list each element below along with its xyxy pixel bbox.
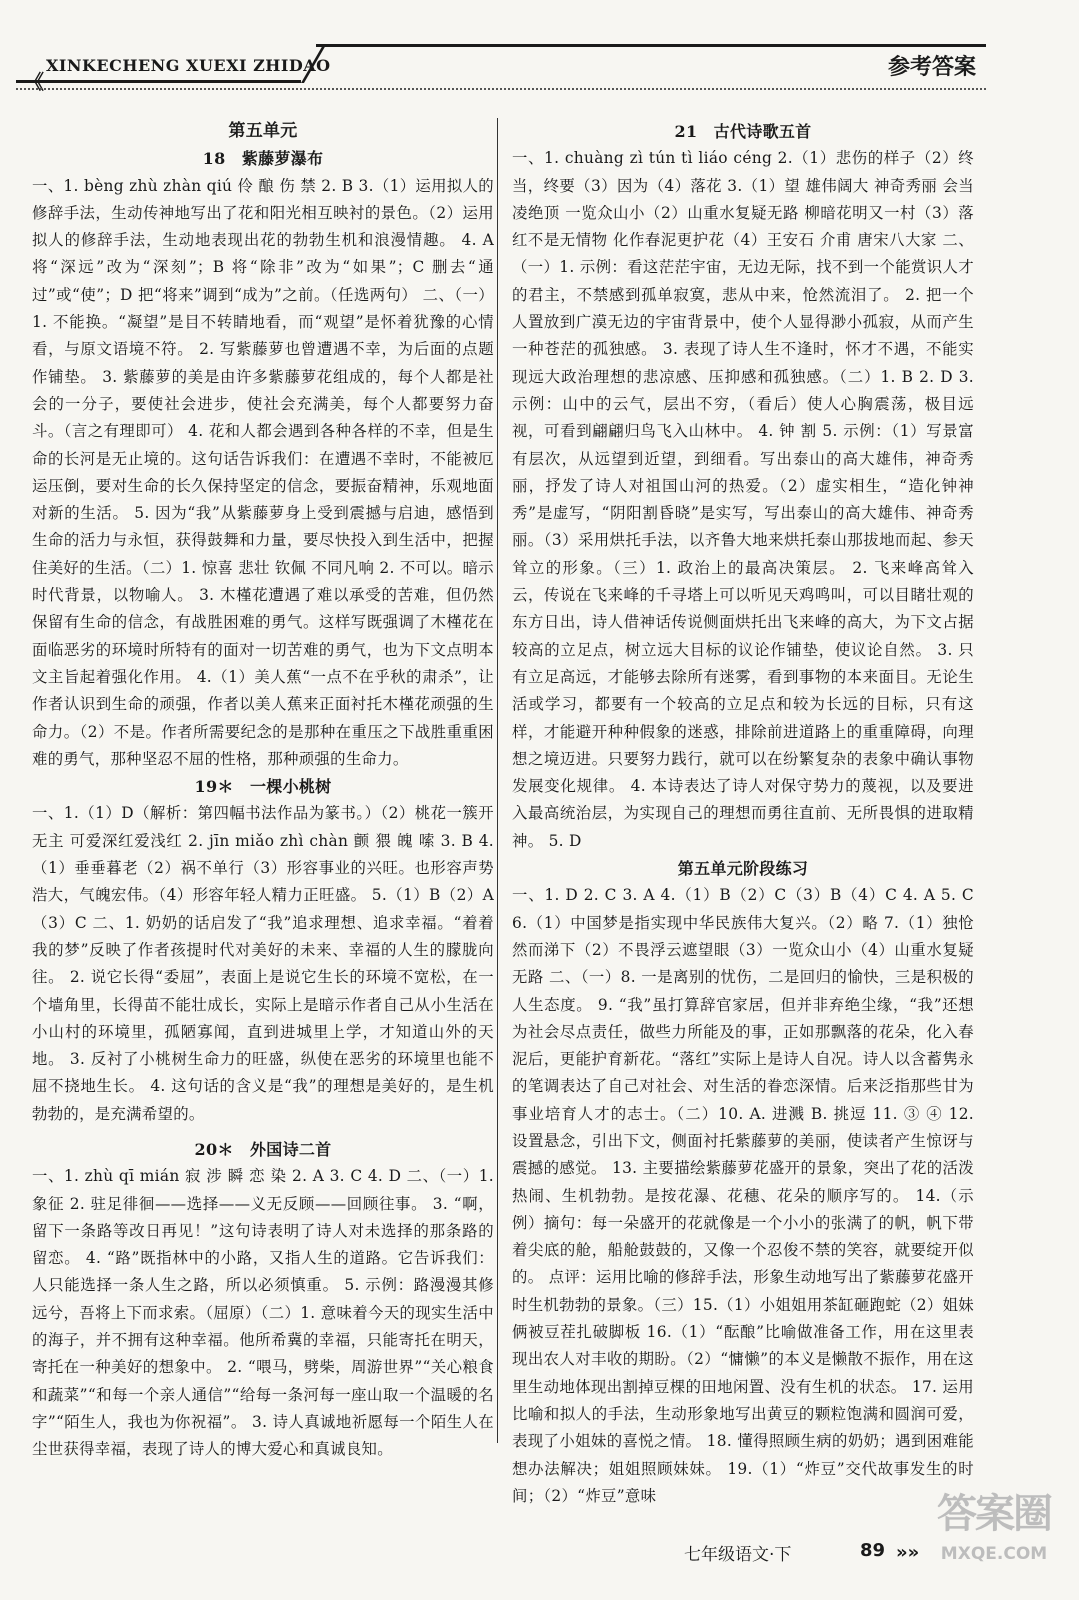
lesson-heading: 19＊ 一棵小桃树 xyxy=(194,777,332,797)
brand-underline xyxy=(16,80,301,83)
watermark-url: MXQE.COM xyxy=(940,1544,1048,1564)
left-column xyxy=(32,118,494,1464)
series-brand xyxy=(24,56,331,94)
column-divider xyxy=(497,118,498,1443)
watermark-logo xyxy=(930,1486,1058,1590)
lesson-heading: 21 古代诗歌五首 xyxy=(674,122,812,141)
answer-paragraph: 一、1. D 2. C 3. A 4.（1）B（2）C（3）B（4）C 4. A 5. C 6.（1）中国梦是指实现中华民族伟大复兴。（2）略 7.（1）独怆然而涕下（2）不畏浮云遮望眼（3）一览众山小（4）山重水复疑无路 二、（一）8. 一是离别的忧伤，二是回归的愉快，三是积极的人生态度。 9. “我”虽打算辞官家居，但并非弃绝尘缘，“我”还想为社会尽点责任，做些力所能及的事，正如那飘落的花朵，化入春泥后，更能护育新花。“落红”实际上是诗人自况。诗人以含蓄隽永的笔调表达了自己对社会、对生活的眷恋深情。后来泛指那些甘为事业培育人才的志士。（二）10. A. 进溅 B. 挑逗 11. ③ ④ 12. 设置悬念，引出下文，侧面衬托紫藤萝的美丽，使读者产生惊讶与震撼的感觉。 13. 主要描绘紫藤萝花盛开的景象，突出了花的活泼热闹、生机勃勃。是按花瀑、花穗、花朵的顺序写的。 14.（示例）摘句：每一朵盛开的花就像是一个小小的张满了的帆，帆下带着尖底的舱，船舱鼓鼓的，又像一个忍俊不禁的笑容，就要绽开似的。 点评：运用比喻的修辞手法，形象生动地写出了紫藤萝花盛开时生机勃勃的景象。（三）15.（1）小姐姐用茶缸砸跑蛇（2）姐妹俩被豆茬扎破脚板 16.（1）“酝酿”比喻做准备工作，用在这里表现出农人对丰收的期盼。（2）“慵懒”的本义是懒散不振作，用在这里生动地体现出割掉豆棵的田地闲置、没有生机的状态。 17. 运用比喻和拟人的手法，生动形象地写出黄豆的颗粒饱满和圆润可爱，表现了小姐妹的喜悦之情。 18. 懂得照顾生病的奶奶；遇到困难能想办法解决；姐姐照顾妹妹。 19.（1）“炸豆”交代故事发生的时间；（2）“炸豆”意味 xyxy=(512,886,974,1505)
header-dotted-rule xyxy=(16,88,986,90)
series-brand-text: XINKECHENG XUEXI ZHIDAO xyxy=(46,56,331,75)
lesson-heading: 第五单元阶段练习 xyxy=(677,859,809,879)
answer-paragraph: 一、1.（1）D（解析：第四幅书法作品为篆书。）（2）桃花一簇开无主 可爱深红爱浅红 2. jīn miǎo zhì chàn 颤 猥 魄 嗦 3. B 4.（1）垂垂暮老（2）祸不单行（3）形容事业的兴旺。也形容声势浩大，气魄宏伟。（4）形容年轻人精力正旺盛。 5.（1）B（2）A（3）C 二、1. 奶奶的话启发了“我”追求理想、追求幸福。“着着我的梦”反映了作者孩提时代对美好的未来、幸福的人生的朦胧向往。 2. 说它长得“委屈”，表面上是说它生长的环境不宽松，在一个墙角里，长得苗不能壮成长，实际上是暗示作者自己从小生活在小山村的环境里，孤陋寡闻，直到进城里上学，才知道山外的天地。 3. 反衬了小桃树生命力的旺盛，纵使在恶劣的环境里也能不屈不挠地生长。 4. 这句话的含义是“我”的理想是美好的，是生机勃勃的，是充满希望的。 xyxy=(32,804,494,1123)
page-header xyxy=(16,44,976,94)
double-chevron-right-icon: »» xyxy=(896,1542,920,1563)
header-top-rule xyxy=(316,44,986,47)
right-column xyxy=(512,118,974,1510)
double-chevron-left-icon: 《 xyxy=(24,70,45,94)
lesson-heading: 20＊ 外国诗二首 xyxy=(194,1139,332,1159)
page-number: 89 xyxy=(860,1540,886,1561)
watermark-text: 答案圈 xyxy=(937,1491,1051,1537)
section-title: 参考答案 xyxy=(887,55,976,80)
answer-paragraph: 一、1. bèng zhù zhàn qiú 伶 酿 伤 禁 2. B 3.（1）运用拟人的修辞手法，生动传神地写出了花和阳光相互映衬的景色。（2）运用拟人的修辞手法，生动地表现出花的勃勃生机和浪漫情趣。 4. A 将“深远”改为“深刻”；B 将“除非”改为“如果”；C 删去“通过”或“使”；D 把“将来”调到“成为”之前。（任选两句） 二、（一）1. 不能换。“凝望”是目不转睛地看，而“观望”是怀着犹豫的心情看，与原文语境不符。 2. 写紫藤萝也曾遭遇不幸，为后面的点题作铺垫。 3. 紫藤萝的美是由许多紫藤萝花组成的，每个人都是社会的一分子，要使社会进步，使社会充满美，每个人都要努力奋斗。（言之有理即可） 4. 花和人都会遇到各种各样的不幸，但是生命的长河是无止境的。这句话告诉我们：在遭遇不幸时，不能被厄运压倒，要对生命的长久保持坚定的信念，要振奋精神，乐观地面对新的生活。 5. 因为“我”从紫藤萝身上受到震撼与启迪，感悟到生命的活力与永恒，获得鼓舞和力量，要尽快投入到生活中，把握住美好的生活。（二）1. 惊喜 悲壮 钦佩 不同凡响 2. 不可以。暗示时代背景，以物喻人。 3. 木槿花遭遇了难以承受的苦难，但仍然保留有生命的信念，有战胜困难的勇气。这样写既强调了木槿花在面临恶劣的环境时所特有的面对一切苦难的勇气，也为下文点明本文主旨起着强化作用。 4.（1）美人蕉“一点不在乎秋的肃杀”，让作者认识到生命的顽强，作者以美人蕉来正面衬托木槿花顽强的生命力。（2）不是。作者所需要纪念的是那种在重压之下战胜重重困难的勇气，那种坚忍不屈的性格，那种顽强的生命力。 xyxy=(32,176,494,768)
unit-heading: 第五单元 xyxy=(228,121,298,141)
answer-paragraph: 一、1. zhù qī mián 寂 涉 瞬 恋 染 2. A 3. C 4. D 二、（一）1. 象征 2. 驻足徘徊——选择——义无反顾——回顾往事。 3. “啊，留下一条路等改日再见！”这句诗表明了诗人对未选择的那条路的留恋。 4. “路”既指林中的小路，又指人生的道路。它告诉我们：人只能选择一条人生之路，所以必须慎重。 5. 示例：路漫漫其修远兮，吾将上下而求索。（屈原）（二）1. 意味着今天的现实生活中的海子，并不拥有这种幸福。他所希冀的幸福，只能寄托在明天，寄托在一种美好的想象中。 2. “喂马，劈柴，周游世界”“关心粮食和蔬菜”“和每一个亲人通信”“给每一条河每一座山取一个温暖的名字”“陌生人，我也为你祝福”。 3. 诗人真诚地祈愿每一个陌生人在尘世获得幸福，表现了诗人的博大爱心和真诚良知。 xyxy=(32,1167,494,1459)
answer-paragraph: 一、1. chuàng zì tún tì liáo céng 2.（1）悲伤的样子（2）终当，终要（3）因为（4）落花 3.（1）望 雄伟阔大 神奇秀丽 会当凌绝顶 一览众山小（2）山重水复疑无路 柳暗花明又一村（3）落红不是无情物 化作春泥更护花（4）王安石 介甫 唐宋八大家 二、（一）1. 示例：看这茫茫宇宙，无边无际，找不到一个能赏识人才的君主，不禁感到孤单寂寞，悲从中来，怆然流泪了。 2. 把一个人置放到广漠无边的宇宙背景中，使个人显得渺小孤寂，从而产生一种苍茫的孤独感。 3. 表现了诗人生不逢时，怀才不遇，不能实现远大政治理想的悲凉感、压抑感和孤独感。（二）1. B 2. D 3. 示例：山中的云气，层出不穷，（看后）使人心胸震荡，极目远视，可看到翩翩归鸟飞入山林中。 4. 钟 割 5. 示例：（1）写景富有层次，从远望到近望，到细看。写出泰山的高大雄伟，神奇秀丽，抒发了诗人对祖国山河的热爱。（2）虚实相生，“造化钟神秀”是虚写，“阴阳割昏晓”是实写，写出泰山的高大雄伟、神奇秀丽。（3）采用烘托手法，以齐鲁大地来烘托泰山那拔地而起、参天耸立的形象。（三）1. 政治上的最高决策层。 2. 飞来峰高耸入云，传说在飞来峰的千寻塔上可以听见天鸡鸣叫，可以目睹壮观的东方日出，诗人借神话传说侧面烘托出飞来峰的高大，为下文占据较高的立足点，树立远大目标的议论作铺垫，使议论自然。 3. 只有立足高远，才能够去除所有迷雾，看到事物的本来面目。无论生活或学习，都要有一个较高的立足点和较为长远的目标，只有这样，才能避开种种假象的迷惑，排除前进道路上的重重障碍，向理想之境迈进。只要努力践行，就可以在纷繁复杂的表象中确认事物发展变化规律。 4. 本诗表达了诗人对保守势力的蔑视，以及要进入最高统治层，为实现自己的理想而勇往直前、无所畏惧的进取精神。 5. D xyxy=(512,149,974,850)
lesson-heading: 18 紫藤萝瀑布 xyxy=(202,149,324,169)
grade-subject-label: 七年级语文·下 xyxy=(684,1545,792,1565)
